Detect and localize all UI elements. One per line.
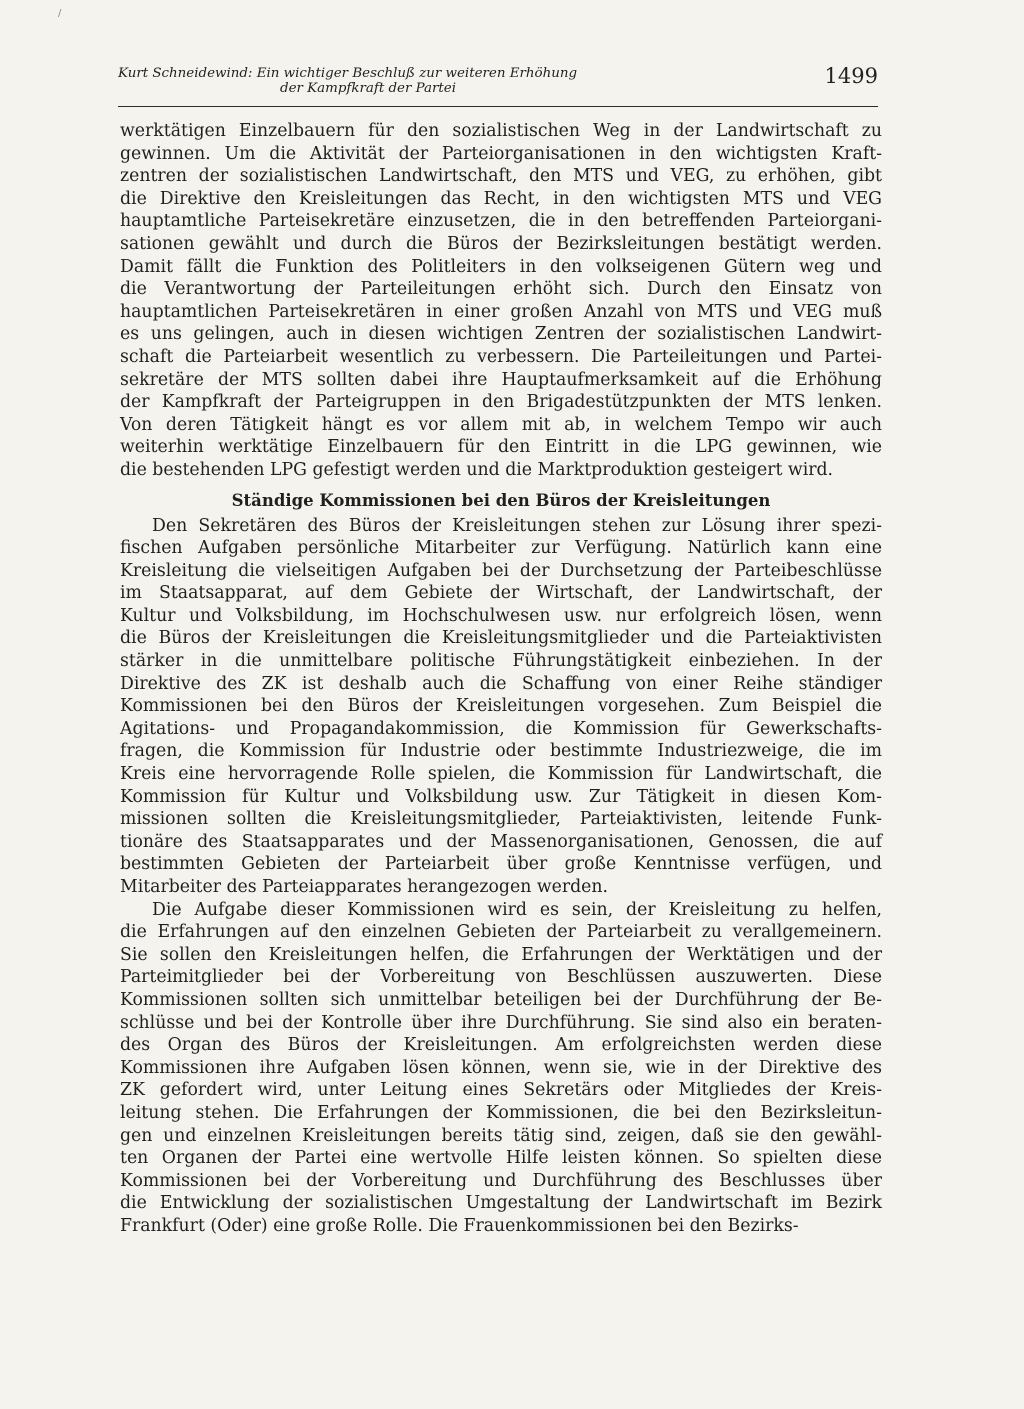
text-line: weiterhin werktätige Einzelbauern für den Eintritt in die LPG gewinnen, wie — [120, 437, 882, 458]
text-line: Agitations- und Propagandakommission, die Kommission für Gewerkschafts- — [120, 718, 882, 739]
paragraph-3 — [120, 899, 882, 1238]
text-line: Den Sekretären des Büros der Kreisleitungen stehen zur Lösung ihrer spezi- — [152, 515, 882, 536]
text-line: die Erfahrungen auf den einzelnen Gebieten der Parteiarbeit zu verallgemeinern. — [120, 922, 882, 943]
text-line: missionen sollten die Kreisleitungsmitglieder, Parteiaktivisten, leitende Funk- — [120, 809, 882, 830]
paragraph-2 — [120, 515, 882, 899]
text-line: Von deren Tätigkeit hängt es vor allem mit ab, in welchem Tempo wir auch — [120, 414, 882, 435]
header-title — [118, 66, 577, 96]
text-line: ten Organen der Partei eine wertvolle Hilfe leisten können. So spielten diese — [120, 1148, 882, 1169]
text-line: fragen, die Kommission für Industrie oder bestimmte Industriezweige, die im — [120, 741, 882, 762]
text-line: Parteimitglieder bei der Vorbereitung von Beschlüssen auszuwerten. Diese — [120, 967, 882, 988]
running-header — [118, 64, 878, 107]
text-line: gewinnen. Um die Aktivität der Parteiorganisationen in den wichtigsten Kraft- — [120, 143, 882, 164]
text-line: die Verantwortung der Parteileitungen erhöht sich. Durch den Einsatz von — [120, 279, 882, 300]
text-line: Kommission für Kultur und Volksbildung usw. Zur Tätigkeit in diesen Kom- — [120, 786, 882, 807]
page-number: 1499 — [824, 64, 878, 88]
text-line: hauptamtlichen Parteisekretären in einer großen Anzahl von MTS und VEG muß — [120, 301, 882, 322]
text-line: bestimmten Gebieten der Parteiarbeit über große Kenntnisse verfügen, und — [120, 854, 882, 875]
text-line: Kommissionen bei der Vorbereitung und Durchführung des Beschlusses über — [120, 1170, 882, 1191]
text-line: sationen gewählt und durch die Büros der Bezirksleitungen bestätigt werden. — [120, 233, 882, 254]
text-line: schlüsse und bei der Kontrolle über ihre Durchführung. Sie sind also ein beraten- — [120, 1012, 882, 1033]
section-heading: Ständige Kommissionen bei den Büros der Kreisleitungen — [231, 490, 771, 510]
text-line: die Direktive den Kreisleitungen das Recht, in den wichtigsten MTS und VEG — [120, 188, 882, 209]
text-line: die Büros der Kreisleitungen die Kreisleitungsmitglieder und die Parteiaktivisten — [120, 628, 882, 649]
text-line: die bestehenden LPG gefestigt werden und die Marktproduktion gesteigert wird. — [120, 459, 834, 480]
text-line: Die Aufgabe dieser Kommissionen wird es sein, der Kreisleitung zu helfen, — [152, 899, 882, 920]
text-line: Mitarbeiter des Parteiapparates herangezogen werden. — [120, 877, 609, 897]
text-line: die Entwicklung der sozialistischen Umgestaltung der Landwirtschaft im Bezirk — [120, 1193, 882, 1214]
text-line: es uns gelingen, auch in diesen wichtigen Zentren der sozialistischen Landwirt- — [120, 324, 882, 345]
text-line: Kommissionen sollten sich unmittelbar beteiligen bei der Durchführung der Be- — [120, 989, 882, 1010]
text-line: stärker in die unmittelbare politische Führungstätigkeit einbeziehen. In der — [120, 651, 882, 672]
text-line: leitung stehen. Die Erfahrungen der Kommissionen, die bei den Bezirksleitun- — [120, 1102, 882, 1123]
text-line: der Kampfkraft der Parteigruppen in den Brigadestützpunkten der MTS lenken. — [120, 392, 882, 413]
text-line: sekretäre der MTS sollten dabei ihre Hauptaufmerksamkeit auf die Erhöhung — [120, 369, 882, 390]
text-line: werktätigen Einzelbauern für den sozialistischen Weg in der Landwirtschaft zu — [120, 121, 882, 141]
text-line: des Organ des Büros der Kreisleitungen. Am erfolgreichsten werden diese — [120, 1035, 882, 1056]
text-line: im Staatsapparat, auf dem Gebiete der Wirtschaft, der Landwirtschaft, der — [120, 583, 882, 604]
text-line: hauptamtliche Parteisekretäre einzusetzen, die in den betreffenden Parteiorgani- — [120, 211, 882, 232]
text-line: Sie sollen den Kreisleitungen helfen, die Erfahrungen der Werktätigen und der — [120, 944, 882, 965]
text-line: schaft die Parteiarbeit wesentlich zu verbessern. Die Parteileitungen und Partei- — [120, 346, 882, 367]
text-line: zentren der sozialistischen Landwirtschaft, den MTS und VEG, zu erhöhen, gibt — [120, 166, 882, 187]
text-line: Direktive des ZK ist deshalb auch die Schaffung von einer Reihe ständiger — [120, 673, 882, 694]
text-line: Kommissionen ihre Aufgaben lösen können, wenn sie, wie in der Direktive des — [120, 1057, 882, 1078]
text-line: gen und einzelnen Kreisleitungen bereits tätig sind, zeigen, daß sie den gewähl- — [120, 1125, 882, 1146]
text-line: Kultur und Volksbildung, im Hochschulwesen usw. nur erfolgreich lösen, wenn — [120, 605, 882, 626]
text-line: tionäre des Staatsapparates und der Massenorganisationen, Genossen, die auf — [120, 831, 882, 852]
body-text — [120, 120, 882, 1238]
paragraph-1 — [120, 120, 882, 482]
scan-mark: / — [58, 8, 62, 19]
text-line: ZK gefordert wird, unter Leitung eines Sekretärs oder Mitgliedes der Kreis- — [120, 1080, 882, 1101]
text-line: fischen Aufgaben persönliche Mitarbeiter zur Verfügung. Natürlich kann eine — [120, 538, 882, 559]
text-line: Frankfurt (Oder) eine große Rolle. Die Frauenkommissionen bei den Bezirks- — [120, 1215, 799, 1236]
text-line: Kreisleitung die vielseitigen Aufgaben bei der Durchsetzung der Parteibeschlüsse — [120, 560, 882, 581]
text-line: Kommissionen bei den Büros der Kreisleitungen vorgesehen. Zum Beispiel die — [120, 696, 882, 717]
text-line: Kreis eine hervorragende Rolle spielen, die Kommission für Landwirtschaft, die — [120, 764, 882, 785]
text-line: Damit fällt die Funktion des Politleiters in den volkseigenen Gütern weg und — [120, 256, 882, 277]
header-title-line2: der Kampfkraft der Partei — [280, 81, 456, 96]
header-title-line1: Kurt Schneidewind: Ein wichtiger Beschluß zur weiteren Erhöhung — [118, 66, 578, 81]
